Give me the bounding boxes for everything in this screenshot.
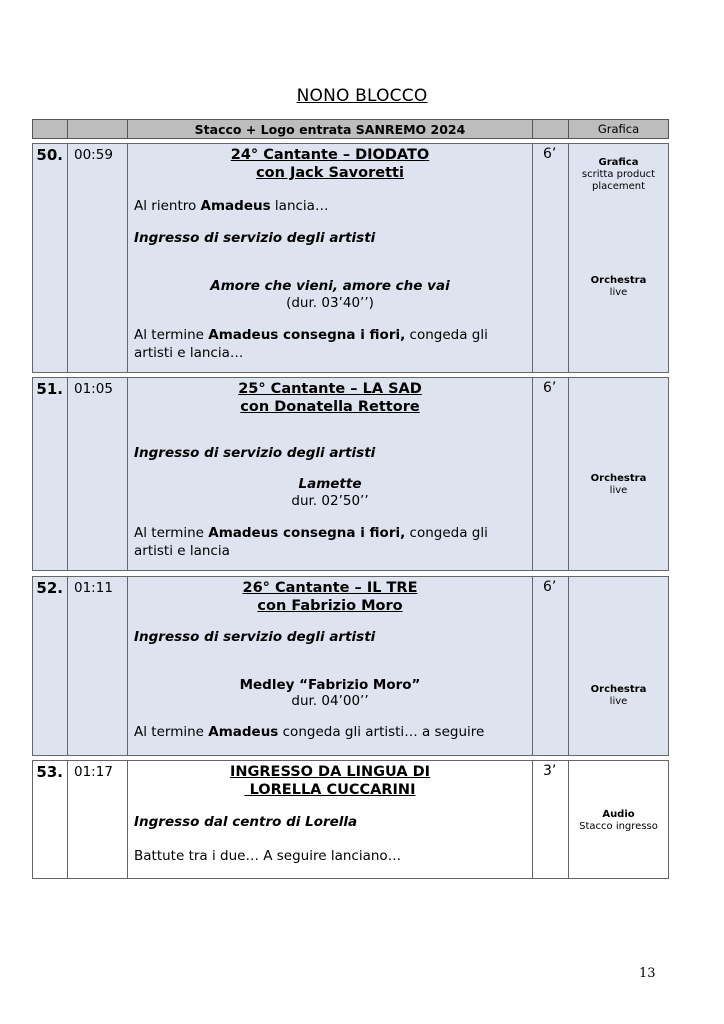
block-51 [32, 377, 669, 571]
song-title: Medley “Fabrizio Moro” [239, 677, 421, 693]
song-duration: dur. 02’50’’ [291, 493, 369, 509]
end-line-2: artisti e lancia [134, 543, 230, 559]
block-content [128, 577, 533, 755]
side-note-line: live [609, 696, 628, 707]
song-title: Amore che vieni, amore che vai [210, 278, 450, 294]
block-title-line1: 26° Cantante – IL TRE [242, 580, 418, 596]
block-duration: 3’ [543, 763, 557, 779]
block-time: 01:17 [74, 764, 113, 780]
side-note-line: live [609, 287, 628, 298]
song-duration: (dur. 03’40’’) [286, 295, 374, 311]
block-52 [32, 576, 669, 756]
end-line: Al termine Amadeus consegna i fiori, congeda gli [134, 327, 488, 343]
block-time: 00:59 [74, 147, 113, 163]
entry-line: Ingresso di servizio degli artisti [134, 230, 376, 246]
block-duration: 6’ [543, 579, 557, 595]
block-53 [32, 760, 669, 879]
end-line-2: artisti e lancia… [134, 345, 244, 361]
block-duration: 6’ [543, 146, 557, 162]
block-number: 53. [36, 763, 63, 781]
block-duration: 6’ [543, 380, 557, 396]
page-number: 13 [639, 966, 656, 981]
header-cell-right: Grafica [597, 122, 640, 136]
intro-line: Al rientro Amadeus lancia… [134, 198, 329, 214]
block-number: 51. [36, 380, 63, 398]
header-cell-duration [533, 120, 569, 138]
side-note-title: Orchestra [590, 275, 647, 286]
block-title-line2: LORELLA CUCCARINI [244, 782, 416, 798]
block-title-line1: 24° Cantante – DIODATO [230, 147, 430, 163]
body-line: Battute tra i due… A seguire lanciano… [134, 848, 402, 864]
block-side-notes [569, 378, 668, 570]
header-row [32, 119, 669, 139]
end-line: Al termine Amadeus consegna i fiori, congeda gli [134, 525, 488, 541]
side-note-line: live [609, 485, 628, 496]
side-note-title: Orchestra [590, 473, 647, 484]
block-content [128, 761, 533, 878]
block-time: 01:05 [74, 381, 113, 397]
entry-line: Ingresso di servizio degli artisti [134, 629, 376, 645]
side-note-line: placement [591, 181, 646, 192]
block-title-line2: con Donatella Rettore [240, 399, 420, 415]
side-note-title: Grafica [598, 157, 639, 168]
block-side-notes [569, 144, 668, 372]
block-content [128, 378, 533, 570]
side-note-title: Audio [602, 809, 635, 820]
block-number: 50. [36, 146, 63, 164]
block-number: 52. [36, 579, 63, 597]
header-cell-num [33, 120, 68, 138]
block-side-notes [569, 761, 668, 878]
page-title: NONO BLOCCO [296, 86, 428, 106]
block-50 [32, 143, 669, 373]
header-cell-main: Stacco + Logo entrata SANREMO 2024 [128, 120, 533, 138]
block-title-line1: 25° Cantante – LA SAD [238, 381, 422, 397]
block-time: 01:11 [74, 580, 113, 596]
song-duration: dur. 04’00’’ [291, 693, 369, 709]
song-title: Lamette [298, 476, 362, 492]
block-title-line2: con Jack Savoretti [256, 165, 404, 181]
side-note-line: scritta product [581, 169, 656, 180]
block-title-line1: INGRESSO DA LINGUA DI [229, 764, 431, 780]
block-title-line2: con Fabrizio Moro [257, 598, 403, 614]
entry-line: Ingresso dal centro di Lorella [134, 814, 358, 830]
header-cell-time [68, 120, 128, 138]
block-side-notes [569, 577, 668, 755]
entry-line: Ingresso di servizio degli artisti [134, 445, 376, 461]
block-content [128, 144, 533, 372]
end-line: Al termine Amadeus congeda gli artisti… a seguire [134, 724, 485, 740]
side-note-line: Stacco ingresso [579, 821, 658, 832]
side-note-title: Orchestra [590, 684, 647, 695]
